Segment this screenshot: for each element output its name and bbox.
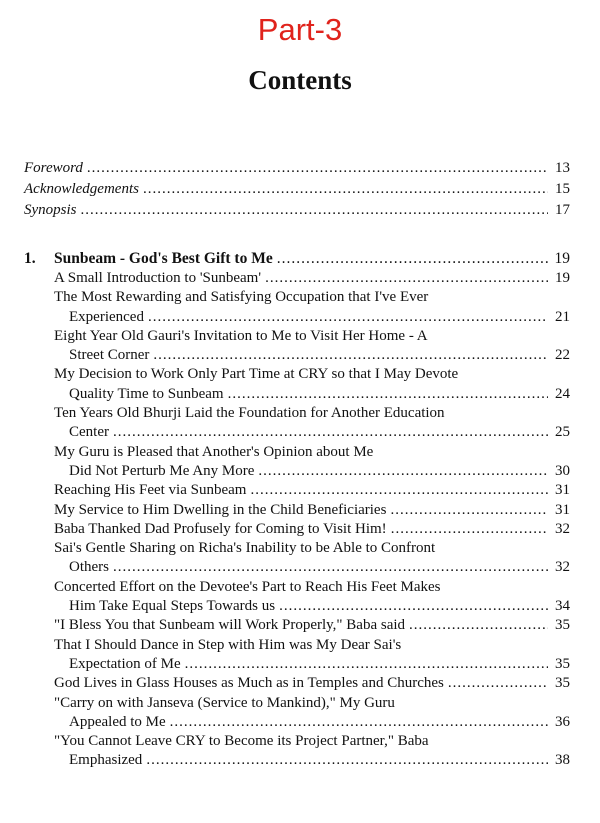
toc-entry-line-page: 31 [555,501,570,518]
chapter-heading [24,249,570,269]
toc-entry[interactable] [24,674,570,693]
toc-entry-line-row [24,732,570,751]
toc-entry-line-row [24,539,570,558]
toc-entry[interactable] [24,732,570,771]
toc-entry[interactable] [24,481,570,500]
front-matter-item-text: Acknowledgements [24,181,139,197]
front-matter-item-row [24,179,570,200]
dot-leader [81,200,549,221]
dot-leader [448,674,548,693]
front-matter-item-row [24,200,570,221]
front-matter-list [24,158,570,221]
contents-title: Contents [248,65,352,95]
toc-entry[interactable] [24,539,570,578]
toc-entry-line-page: 35 [555,655,570,672]
toc-entry-line-row [24,288,570,307]
toc-entry[interactable] [24,288,570,327]
toc-entry-line-text: Center [69,424,109,441]
toc-entry-line-page: 35 [555,675,570,692]
toc-entry[interactable] [24,269,570,288]
toc-entry-line-page: 34 [555,598,570,615]
toc-entry-line-text: My Decision to Work Only Part Time at CRY so that I May Devote [54,366,459,383]
toc-entry-line-row [24,694,570,713]
toc-entry-line-text: The Most Rewarding and Satisfying Occupation that I've Ever [54,289,429,306]
toc-entry-line-row [24,520,570,539]
front-matter-item-page: 17 [555,202,570,218]
toc-entry[interactable] [24,501,570,520]
front-matter-item-text: Foreword [24,160,83,176]
front-matter-item-text: Synopsis [24,202,77,218]
toc-entry-line-text: "You Cannot Leave CRY to Become its Project Partner," Baba [54,733,429,750]
toc-entry-line-row [24,501,570,520]
toc-entry-line-text: "I Bless You that Sunbeam will Work Properly," Baba said [54,617,406,634]
toc-entry-line-row [24,674,570,693]
toc-entry-line-text: A Small Introduction to 'Sunbeam' [54,270,262,286]
toc-entry[interactable] [24,636,570,675]
dot-leader [87,158,548,179]
dot-leader [228,385,548,404]
chapter-number: 1. [24,250,36,267]
toc-entry-line-page: 24 [555,385,570,402]
part-label: Part-3 [257,12,343,47]
toc-entry-line-row [24,462,570,481]
toc-entry-line-row [24,655,570,674]
chapter-page: 19 [554,250,570,267]
toc-entry-line-row [24,269,570,288]
toc-entry-line-text: Ten Years Old Bhurji Laid the Foundation for Another Education [54,405,445,422]
toc-entry-line-row [24,423,570,442]
toc-entry-line-text: My Guru is Pleased that Another's Opinion about Me [54,443,374,460]
toc-entry-line-page: 22 [555,347,570,364]
toc-entry-line-page: 19 [555,270,570,286]
dot-leader [113,558,548,577]
dot-leader [390,501,548,520]
dot-leader [279,597,548,616]
toc-entry[interactable] [24,520,570,539]
dot-leader [185,655,548,674]
toc-entry-line-page: 32 [555,520,570,537]
toc-entry-line-row [24,578,570,597]
toc-entry-line-text: Expectation of Me [69,655,181,672]
toc-entry-line-text: Appealed to Me [69,713,166,730]
toc-entry-line-row [24,385,570,404]
toc-entry-line-text: Reaching His Feet via Sunbeam [54,482,247,499]
dot-leader [143,179,548,200]
toc-entry-line-page: 32 [555,559,570,576]
toc-entry-line-page: 25 [555,424,570,441]
toc-entry[interactable] [24,365,570,404]
front-matter-item-page: 15 [555,181,570,197]
toc-entry-line-text: Baba Thanked Dad Profusely for Coming to Visit Him! [54,520,387,537]
dot-leader [113,423,548,442]
toc-entry[interactable] [24,578,570,617]
dot-leader [277,249,548,269]
chapter-row [24,249,570,269]
toc-entry-line-text: Did Not Perturb Me Any More [69,462,255,479]
toc-entry-line-row [24,308,570,327]
toc-entry-line-row [24,365,570,384]
section-list [24,269,570,771]
toc-entry[interactable] [24,404,570,443]
toc-entry[interactable] [24,694,570,733]
toc-entry-line-row [24,443,570,462]
dot-leader [153,346,548,365]
toc-entry-line-text: My Service to Him Dwelling in the Child Beneficiaries [54,501,387,518]
toc-entry-line-text: Sai's Gentle Sharing on Richa's Inability to be Able to Confront [54,540,436,557]
toc-entry-line-row [24,636,570,655]
dot-leader [409,616,548,635]
dot-leader [391,520,548,539]
toc-entry-line-text: Emphasized [69,752,143,769]
toc-entry-line-text: That I Should Dance in Step with Him was My Dear Sai's [54,636,402,653]
toc-entry-line-text: Street Corner [69,347,150,364]
toc-entry-line-page: 21 [555,308,570,325]
toc-entry-line-row [24,751,570,770]
toc-entry-line-page: 31 [555,482,570,499]
toc-entry-line-text: Experienced [69,308,144,325]
toc-entry-line-text: Others [69,559,109,576]
toc-entry-line-text: Eight Year Old Gauri's Invitation to Me to Visit Her Home - A [54,327,428,344]
toc-entry-line-page: 30 [555,462,570,479]
toc-entry-line-text: Quality Time to Sunbeam [69,385,224,402]
toc-entry-line-text: "Carry on with Janseva (Service to Mankind)," My Guru [54,694,395,711]
toc-entry-line-text: God Lives in Glass Houses as Much as in Temples and Churches [54,675,444,692]
front-matter-item-row [24,158,570,179]
toc-entry-line-row [24,346,570,365]
toc-entry-line-text: Him Take Equal Steps Towards us [69,598,276,615]
toc-entry[interactable] [24,616,570,635]
toc-entry[interactable] [24,327,570,366]
toc-entry-line-row [24,404,570,423]
toc-entry-line-text: Concerted Effort on the Devotee's Part to Reach His Feet Makes [54,578,441,595]
toc-entry-line-row [24,558,570,577]
toc-entry[interactable] [24,443,570,482]
chapter-title: Sunbeam - God's Best Gift to Me [54,250,273,267]
toc-entry-line-page: 36 [555,713,570,730]
dot-leader [148,308,548,327]
dot-leader [258,462,548,481]
toc-entry-line-row [24,597,570,616]
toc-entry-line-row [24,713,570,732]
toc-entry-line-page: 38 [555,752,570,769]
toc-entry-line-row [24,616,570,635]
toc-entry-line-page: 35 [555,617,570,634]
toc-entry-line-row [24,327,570,346]
dot-leader [265,269,548,288]
dot-leader [170,713,548,732]
dot-leader [250,481,548,500]
toc-entry-line-row [24,481,570,500]
dot-leader [146,751,548,770]
front-matter-item-page: 13 [555,160,570,176]
